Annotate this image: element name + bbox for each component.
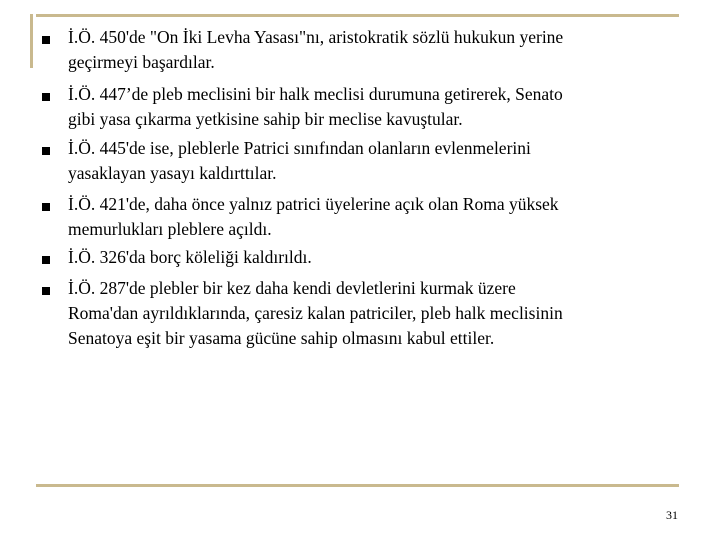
square-bullet-icon — [42, 256, 50, 264]
square-bullet-icon — [42, 287, 50, 295]
text-line: Roma'dan ayrıldıklarında, çaresiz kalan patriciler, pleb halk meclisinin — [68, 303, 563, 323]
text-line: İ.Ö. 447’de pleb meclisini bir halk meclisi durumuna getirerek, Senato — [68, 84, 563, 104]
list-item-text — [68, 192, 680, 242]
page-number: 31 — [666, 508, 678, 522]
text-line: Senatoya eşit bir yasama gücüne sahip olmasını kabul ettiler. — [68, 328, 495, 348]
list-item-text — [68, 276, 680, 351]
text-line: İ.Ö. 287'de plebler bir kez daha kendi devletlerini kurmak üzere — [68, 278, 516, 298]
square-bullet-icon — [42, 147, 50, 155]
bottom-border-line — [36, 484, 679, 487]
square-bullet-icon — [42, 36, 50, 44]
list-item-text — [68, 82, 680, 132]
text-line: İ.Ö. 450'de "On İki Levha Yasası"nı, aristokratik sözlü hukukun yerine — [68, 27, 564, 47]
square-bullet-icon — [42, 93, 50, 101]
list-item-text — [68, 245, 680, 270]
list-item-text — [68, 25, 680, 75]
text-line: yasaklayan yasayı kaldırttılar. — [68, 163, 277, 183]
list-item-text — [68, 136, 680, 186]
text-line: geçirmeyi başardılar. — [68, 52, 215, 72]
text-line: gibi yasa çıkarma yetkisine sahip bir meclise kavuştular. — [68, 109, 463, 129]
text-line: İ.Ö. 326'da borç köleliği kaldırıldı. — [68, 247, 312, 267]
square-bullet-icon — [42, 203, 50, 211]
text-line: İ.Ö. 445'de ise, pleblerle Patrici sınıfından olanların evlenmelerini — [68, 138, 531, 158]
text-line: memurlukları pleblere açıldı. — [68, 219, 272, 239]
text-line: İ.Ö. 421'de, daha önce yalnız patrici üyelerine açık olan Roma yüksek — [68, 194, 559, 214]
